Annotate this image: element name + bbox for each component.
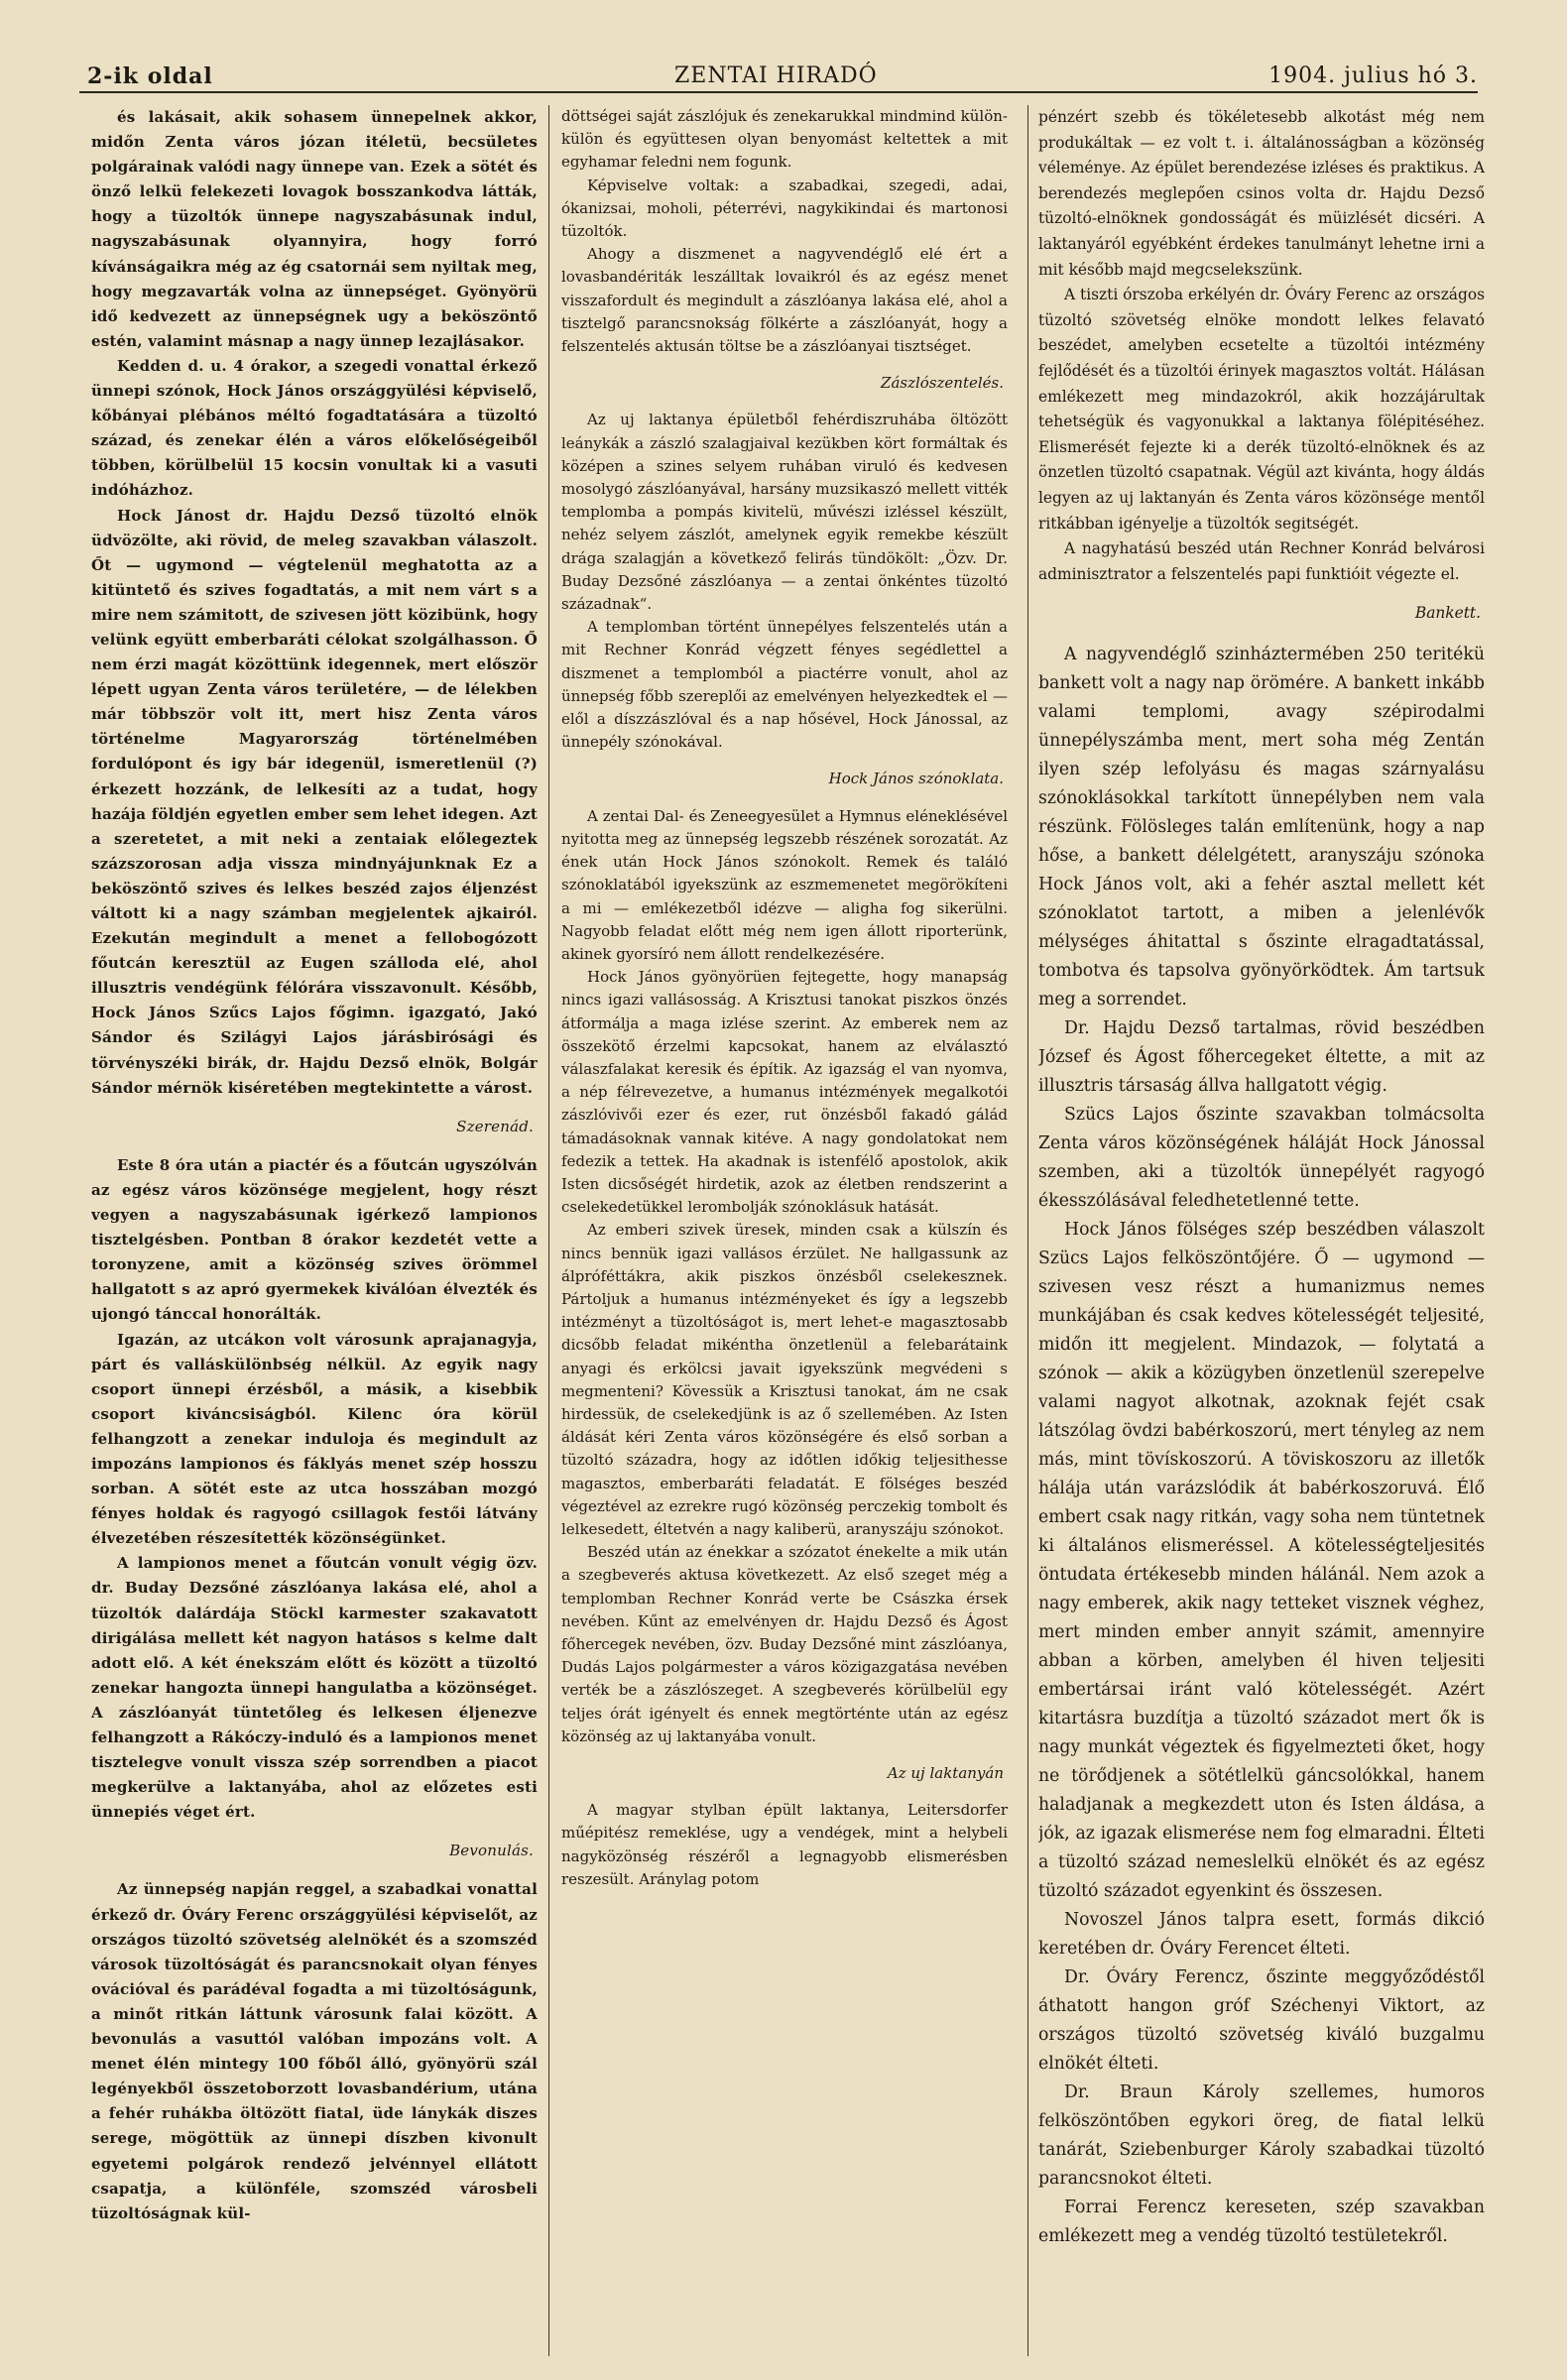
- issue-date: 1904. julius hó 3.: [1268, 63, 1478, 88]
- section-heading: Hock János szónoklata.: [828, 770, 1004, 788]
- section-heading: Zászlószentelés.: [881, 374, 1004, 393]
- article-paragraph: Dr. Braun Károly szellemes, humoros felköszöntőben egykori öreg, de fiatal lelkü tanárát, Sziebenburger Károly szabadkai tüzoltó parancsnokot élteti.: [1038, 2082, 1485, 2189]
- article-paragraph: Az emberi szivek üresek, minden csak a külszín és nincs bennük igazi vallásos érzület. Ne hallgassunk az álpróféttákra, akik piszkos önzésből cselekesznek. Pártoljuk a humanus intézményeket és így a legszebb intézményt a tüzoltóságot is, mert lehet-e magasztosabb dicsőbb feladat mikéntha önzetlenül a felebarátaink anyagi és erkölcsi javait igyekszünk megvédeni s megmenteni? Kövessük a Krisztusi tanokat, ám ne csak hirdessük, de cselekedjünk is az ő szellemében. Az Isten áldását kéri Zenta város közönségére és első sorban a tüzoltó századra, hogy az időtlen időkig teljesithesse magasztos, emberbaráti feladatát. E fölséges beszéd végeztével az ezrekre rugó közönség perczekig tombolt és lelkesedett, éltetvén a nagy kaliberü, aranyszáju szónokot.: [561, 1221, 1008, 1538]
- column-3: [1038, 105, 1485, 2356]
- article-paragraph: Képviselve voltak: a szabadkai, szegedi, adai, ókanizsai, moholi, péterrévi, nagykikindai és martonosi tüzoltók.: [561, 176, 1008, 241]
- article-paragraph: Novoszel János talpra esett, formás dikció keretében dr. Óváry Ferencet élteti.: [1038, 1909, 1485, 1959]
- column-divider: [548, 105, 549, 2356]
- article-paragraph: és lakásait, akik sohasem ünnepelnek akkor, midőn Zenta város józan itéletü, becsületes polgárainak valódi nagy ünnepe van. Ezek a sötét és önző lelkü felekezeti lovagok bosszankodva látták, hogy a tüzoltók ünnepe nagyszabásunak indul, nagyszabásunak olyannyira, hogy forró kívánságaikra még az ég csatornái sem nyiltak meg, hogy megzavarták volna az ünnepséget. Gyönyörü idő kedvezett az ünnepségnek ugy a beköszöntő estén, valamint másnap a nagy ünnep lezajlásakor.: [91, 108, 538, 350]
- article-paragraph: Dr. Óváry Ferencz, őszinte meggyőződéstől áthatott hangon gróf Széchenyi Viktort, az országos tüzoltó szövetség kiváló buzgalmu elnökét élteti.: [1038, 1966, 1485, 2074]
- running-header: [79, 58, 1478, 93]
- header-rule: [79, 91, 1478, 93]
- article-paragraph: pénzért szebb és tökéletesebb alkotást még nem produkáltak — ez volt t. i. általánosságban a közönség véleménye. Az épület berendezése izléses és praktikus. A berendezés meglepően csinos volta dr. Hajdu Dezső tüzoltó-elnöknek gondosságát és müizlését dicséri. A laktanyáról egyébként érdekes tanulmányt lehetne irni a mit később majd megcselekszünk.: [1038, 108, 1485, 279]
- article-paragraph: döttségei saját zászlójuk és zenekarukkal mindmind külön-külön és együttesen olyan benyomást keltettek a mit egyhamar feledni nem fogunk.: [561, 107, 1008, 172]
- article-paragraph: Szücs Lajos őszinte szavakban tolmácsolta Zenta város közönségének háláját Hock Jánossal szemben, aki a tüzoltók ünnepélyét ragyogó ékesszólásával feledhetetlenné tette.: [1038, 1104, 1485, 1211]
- column-2: [561, 105, 1008, 2356]
- article-paragraph: Dr. Hajdu Dezső tartalmas, rövid beszédben József és Ágost főhercegeket éltette, a mit az illusztris társaság állva hallgatott végig.: [1038, 1017, 1485, 1096]
- article-paragraph: Forrai Ferencz kereseten, szép szavakban emlékezett meg a vendég tüzoltó testületekről.: [1038, 2197, 1485, 2246]
- section-heading: Bankett.: [1414, 604, 1481, 623]
- article-paragraph: Beszéd után az énekkar a szózatot énekelte a mik után a szegbeverés aktusa következett. Az első szeget még a templomban Rechner Konrád verte be Császka érsek nevében. Kűnt az emelvényen dr. Hajdu Dezső és Ágost főhercegek nevében, özv. Buday Dezsőné mint zászlóanya, Dudás Lajos polgármester a város közigazgatása nevében verték be a zászlószeget. A szegbeverés körülbelül egy teljes órát igényelt és ennek megtörténte után az egész közönség az uj laktanyába vonult.: [561, 1543, 1008, 1745]
- article-paragraph: Az uj laktanya épületből fehérdiszruhába öltözött leánykák a zászló szalagjaival kezükben kört formáltak és középen a szines selyem ruhában viruló és kedvesen mosolygó zászlóanyával, harsány muzsikaszó mellett vitték templomba a pompás kivitelü, művészi izléssel készült, nehéz selyem zászlót, amelynek egyik remekbe készült drága szalagján a következő felirás tündökölt: „Özv. Dr. Buday Dezsőné zászlóanya — a zentai önkéntes tüzoltó századnak“.: [561, 411, 1008, 614]
- article-paragraph: A templomban történt ünnepélyes felszentelés után a mit Rechner Konrád végzett fényes segédlettel a diszmenet a templomból a piactérre vonult, ahol az ünnepség főbb szereplői az emelvényen helyezkedtek el — elől a díszzászlóval és a nap hősével, Hock Jánossal, az ünnepély szónokával.: [561, 618, 1008, 752]
- article-paragraph: Hock János fölséges szép beszédben válaszolt Szücs Lajos felköszöntőjére. Ő — ugymond — szivesen vesz részt a humanizmus nemes munkájában és csak kedves kötelességét teljesité, midőn itt megjelent. Mindazok, — folytatá a szónok — akik a közügyben önzetlenül szerepelve valami nagyot alkotnak, azoknak fejét csak látszólag övdzi babérkoszorú, mert tényleg az nem más, mint tövískoszorú. A töviskoszoru az illetők hálája után varázslódik át babérkoszoruvá. Élő embert csak nagy ritkán, vagy soha nem tüntetnek ki általános elismeréssel. A kötelességteljesités öntudata értékesebb minden hálánál. Nem azok a nagy emberek, akik nagy tetteket visznek véghez, mert minden ember annyit számit, amennyire abban a körben, amelyben él hiven teljesiti embertársai iránt való kötelességét. Azért kitartásra buzdítja a tüzoltó századot mert ők is nagy munkát végeztek és figyelmezteti őket, hogy ne törődjenek a sötétlelkü gáncsolókkal, hanem haladjanak a megkezdett uton és Isten áldása, a jók, az igazak elismerése nem fog elmaradni. Élteti a tüzoltó század nemeslelkü elnökét és az egész tüzoltó századot egyenkint és összesen.: [1038, 1219, 1485, 1901]
- page-label: 2-ik oldal: [87, 63, 213, 89]
- article-paragraph: A zentai Dal- és Zeneegyesület a Hymnus eléneklésével nyitotta meg az ünnepség legszebb részének sorozatát. Az ének után Hock János szónokolt. Remek és találó szónoklatából igyekszünk az eszmemenetet megörökíteni a mi — emlékezetből idézve — aligha fog sikerülni. Nagyobb feladat előtt még nem igen állott riporterünk, akinek gyorsíró nem állott rendelkezésére.: [561, 806, 1008, 963]
- column-divider: [1027, 105, 1028, 2356]
- section-heading: Szerenád.: [456, 1117, 534, 1135]
- section-heading: Az uj laktanyán: [887, 1764, 1004, 1783]
- article-paragraph: Kedden d. u. 4 órakor, a szegedi vonattal érkező ünnepi szónok, Hock János országgyülési képviselő, kőbányai plébános méltó fogadtatására a tüzoltó század, és zenekar élén a város előkelőségeiből többen, körülbelül 15 kocsin vonultak ki a vasuti indóházhoz.: [91, 356, 538, 500]
- newspaper-title: ZENTAI HIRADÓ: [674, 63, 878, 88]
- section-heading: Bevonulás.: [449, 1842, 534, 1860]
- article-paragraph: A lampionos menet a főutcán vonult végig özv. dr. Buday Dezsőné zászlóanya lakása elé, ahol a tüzoltók dalárdája Stöckl karmester szakavatott dirigálása mellett két nagyon hatásos s kelme dalt adott elő. A két énekszám előtt és között a tüzoltó zenekar hangozta ünnepi hangulatba a közönséget. A zászlóanyát tüntetőleg és lelkesen éljenezve felhangzott a Rákóczy-induló és a lampionos menet tisztelegve vonult vissza szép sorrendben a piacot megkerülve a laktanyába, ahol az előzetes esti ünnepiés véget ért.: [91, 1554, 538, 1822]
- article-paragraph: A nagyvendéglő szinháztermében 250 teritékü bankett volt a nagy nap örömére. A bankett inkább valami templomi, avagy szépirodalmi ünnepélyszámba ment, mert soha még Zentán ilyen szép lefolyásu és magas szárnyalásu szónoklásokkal tarkított ünnepélyben nem vala részünk. Fölösleges talán említenünk, hogy a nap hőse, a bankett délelgétett, aranyszáju szónoka Hock János volt, aki a fehér asztal mellett két szónoklatot tartott, a miben a jelenlévők mélységes áhitattal s őszinte elragadtatással, tombotva és tapsolva gyönyörködtek. Ám tartsuk meg a sorrendet.: [1038, 644, 1485, 1010]
- article-paragraph: Hock Jánost dr. Hajdu Dezső tüzoltó elnök üdvözölte, aki rövid, de meleg szavakban válaszolt. Őt — ugymond — végtelenül meghatotta az a kitüntető és szives fogadtatás, a mit nem várt s a mire nem számitott, de szivesen jött közibünk, hogy velünk együtt emberbaráti célokat szolgálhasson. Ő nem érzi magát közöttünk idegennek, mert először lépett ugyan Zenta város területére, — de lélekben már többször volt itt, mert hisz Zenta város történelme Magyarország történelmében fordulópont és igy bár idegenül, ismeretlenül (?) érkezett hozzánk, de lelkesíti az a tudat, hogy hazája földjén egyetlen ember sem lehet idegen. Azt a szeretetet, a mit neki a zentaiak előlegeztek százszorosan adja vissza mindnyájunknak Ez a beköszöntő szives és lelkes beszéd zajos éljenzést váltott ki a nagy számban megjelentek ajkairól. Ezekután megindult a menet a fellobogózott főutcán keresztül az Eugen szálloda elé, ahol illusztris vendégünk félórára visszavonult. Később, Hock János Szűcs Lajos főgimn. igazgató, Jakó Sándor és Szilágyi Lajos járásbirósági és törvényszéki birák, dr. Hajdu Dezső elnök, Bolgár Sándor mérnök kiséretében megtekintette a várost.: [91, 506, 538, 1097]
- article-paragraph: Ahogy a diszmenet a nagyvendéglő elé ért a lovasbandériták leszálltak lovaikról és az egész menet visszafordult és megindult a zászlóanya lakása elé, ahol a tisztelgő parancsnokság fölkérte a zászlóanyát, hogy a felszentelés aktusán töltse be a zászlóanyai tisztséget.: [561, 245, 1008, 356]
- article-paragraph: Este 8 óra után a piactér és a főutcán ugyszólván az egész város közönsége megjelent, hogy részt vegyen a nagyszabásunak igérkező lampionos tisztelgésben. Pontban 8 órakor kezdetét vette a toronyzene, amit a közönség szives örömmel hallgatott s az apró gyermekek kiválóan élvezték és ujongó tánccal honorálták.: [91, 1155, 538, 1324]
- article-paragraph: A magyar stylban épült laktanya, Leitersdorfer műépitész remeklése, ugy a vendégek, mint a helybeli nagyközönség részéről a legnagyobb elismerésben reszesült. Aránylag potom: [561, 1801, 1008, 1888]
- article-paragraph: Hock János gyönyörüen fejtegette, hogy manapság nincs igazi vallásosság. A Krisztusi tanokat piszkos önzés átformálja a maga izlése szerint. Az emberek nem az összekötő érzelmi kapcsokat, hanem az elválasztó válaszfalakat keresik és építik. Az igazság el van nyomva, a nép félrevezetve, a humanus intézmények megalkotói zászlóvivői ezer és ezer, rut önzésből fakadó gálád támadásoknak vannak kitéve. A nagy gondolatokat nem fedezik a tettek. Ha akadnak is istenfélő apostolok, akik Isten dicsőségét hirdetik, azok az életben rendszerint a cselekedetükkel lerombolják szónoklásuk hatását.: [561, 968, 1008, 1217]
- article-paragraph: A tiszti órszoba erkélyén dr. Óváry Ferenc az országos tüzoltó szövetség elnöke mondott lelkes felavató beszédet, amelyben ecsetelte a tüzoltói intézmény fejlődését és a tüzoltói érinyek magasztos voltát. Hálásan emlékezett meg mindazokról, akik hozzájárultak tehetségük és vagyonukkal a laktanya fölépitéséhez. Elismerését fejezte ki a derék tüzoltó-elnöknek és az önzetlen tüzoltó csapatnak. Végül azt kivánta, hogy áldás legyen az uj laktanyán és Zenta város közönsége mentől ritkábban igényelje a tüzoltók segitségét.: [1038, 286, 1485, 533]
- article-paragraph: A nagyhatású beszéd után Rechner Konrád belvárosi adminisztrator a felszentelés papi funktióit végezte el.: [1038, 539, 1485, 583]
- article-paragraph: Az ünnepség napján reggel, a szabadkai vonattal érkező dr. Óváry Ferenc országgyülési képviselőt, az országos tüzoltó szövetség alelnökét és a szomszéd városok tüzoltóságát és parancsnokait olyan fényes ovációval és parádéval fogadta a mi tüzoltóságunk, a minőt ritkán láttunk városunk falai között. A bevonulás a vasuttól valóban impozáns volt. A menet élén mintegy 100 főből álló, gyönyörü szál legényekből összetoborzott lovasbandérium, utána a fehér ruhákba öltözött fiatal, üde lánykák diszes serege, mögöttük az ünnepi díszben kivonult egyetemi polgárok rendező jelvénnyel ellátott csapatja, a különféle, szomszéd városbeli tüzoltóságnak kül-: [91, 1880, 538, 2222]
- article-paragraph: Igazán, az utcákon volt városunk aprajanagyja, párt és valláskülönbség nélkül. Az egyik nagy csoport ünnepi érzésből, a másik, a kisebbik csoport kiváncsiságból. Kilenc óra körül felhangzott a zenekar induloja és megindult az impozáns lampionos és fáklyás menet szép hosszu sorban. A sötét este az utca hosszában mozgó fényes holdak és ragyogó csillagok festői látvány élvezetében részesítették közönségünket.: [91, 1330, 538, 1548]
- column-1: [91, 105, 538, 2356]
